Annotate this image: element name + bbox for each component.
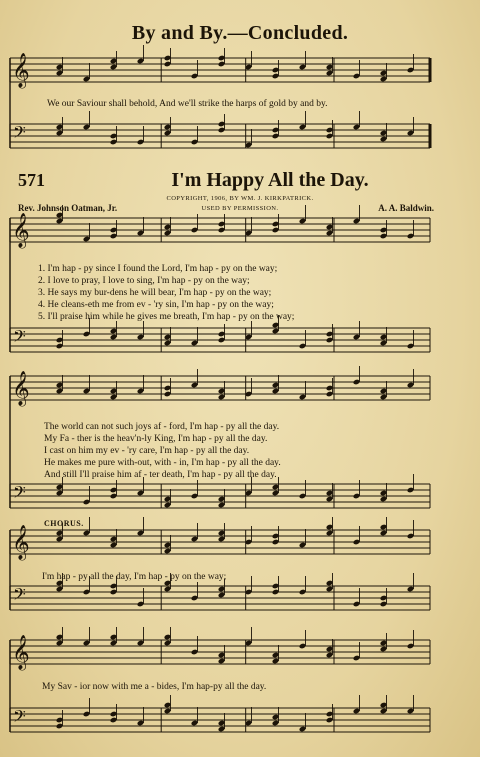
verse-4-line-2: He makes me pure with-out, with - in, I'm hap - py all the day. (44, 458, 281, 468)
verse-3-line-2: I cast on him my ev - 'ry care, I'm hap - py all the day. (44, 446, 250, 456)
lyricist-credit: Rev. Johnson Oatman, Jr. (18, 203, 118, 213)
copyright-notice: COPYRIGHT, 1906, BY WM. J. KIRKPATRICK. (166, 195, 314, 202)
chorus-line-1: I'm hap - py all the day, I'm hap - py on the way; (42, 572, 227, 582)
system-2-treble-clef: 𝄞 (12, 371, 30, 406)
system-2-bass-clef: 𝄢 (13, 482, 26, 506)
hymn-title: I'm Happy All the Day. (171, 169, 369, 191)
system-1-treble-clef: 𝄞 (12, 213, 30, 248)
verse-5-line-1: 5. I'll praise him while he gives me breath, I'm hap - py on the way; (38, 312, 295, 322)
system-prev-treble-clef: 𝄞 (12, 53, 30, 88)
verse-1-line-2: The world can not such joys af - ford, I'm hap - py all the day. (44, 422, 280, 432)
chorus-line-2: My Sav - ior now with me a - bides, I'm hap-py all the day. (42, 682, 267, 692)
previous-hymn-title: By and By.—Concluded. (131, 22, 349, 44)
verse-4-line-1: 4. He cleans-eth me from ev - 'ry sin, I'm hap - py on the way; (38, 300, 274, 310)
hymn-number: 571 (18, 170, 45, 190)
system-3-bass-clef: 𝄢 (13, 584, 26, 608)
system-prev-bass-clef: 𝄢 (13, 122, 26, 146)
verse-5-line-2: And still I'll praise him af - ter death, I'm hap - py all the day. (44, 470, 277, 480)
chorus-label: CHORUS. (44, 519, 84, 528)
verse-3-line-1: 3. He says my bur-dens he will bear, I'm hap - py on the way; (38, 288, 272, 298)
verse-2-line-2: My Fa - ther is the heav'n-ly King, I'm hap - py all the day. (44, 434, 268, 444)
verse-1-line-1: 1. I'm hap - py since I found the Lord, I'm hap - py on the way; (38, 264, 278, 274)
system-1-bass-clef: 𝄢 (13, 326, 26, 350)
permission-notice: USED BY PERMISSION. (201, 205, 279, 212)
previous-hymn-lyric: We our Saviour shall behold, And we'll strike the harps of gold by and by. (47, 99, 328, 109)
system-4-treble-clef: 𝄞 (12, 635, 30, 670)
system-3-treble-clef: 𝄞 (12, 525, 30, 560)
system-4-bass-clef: 𝄢 (13, 706, 26, 730)
composer-credit: A. A. Baldwin. (378, 203, 434, 213)
verse-2-line-1: 2. I love to pray, I love to sing, I'm hap - py on the way; (38, 276, 250, 286)
